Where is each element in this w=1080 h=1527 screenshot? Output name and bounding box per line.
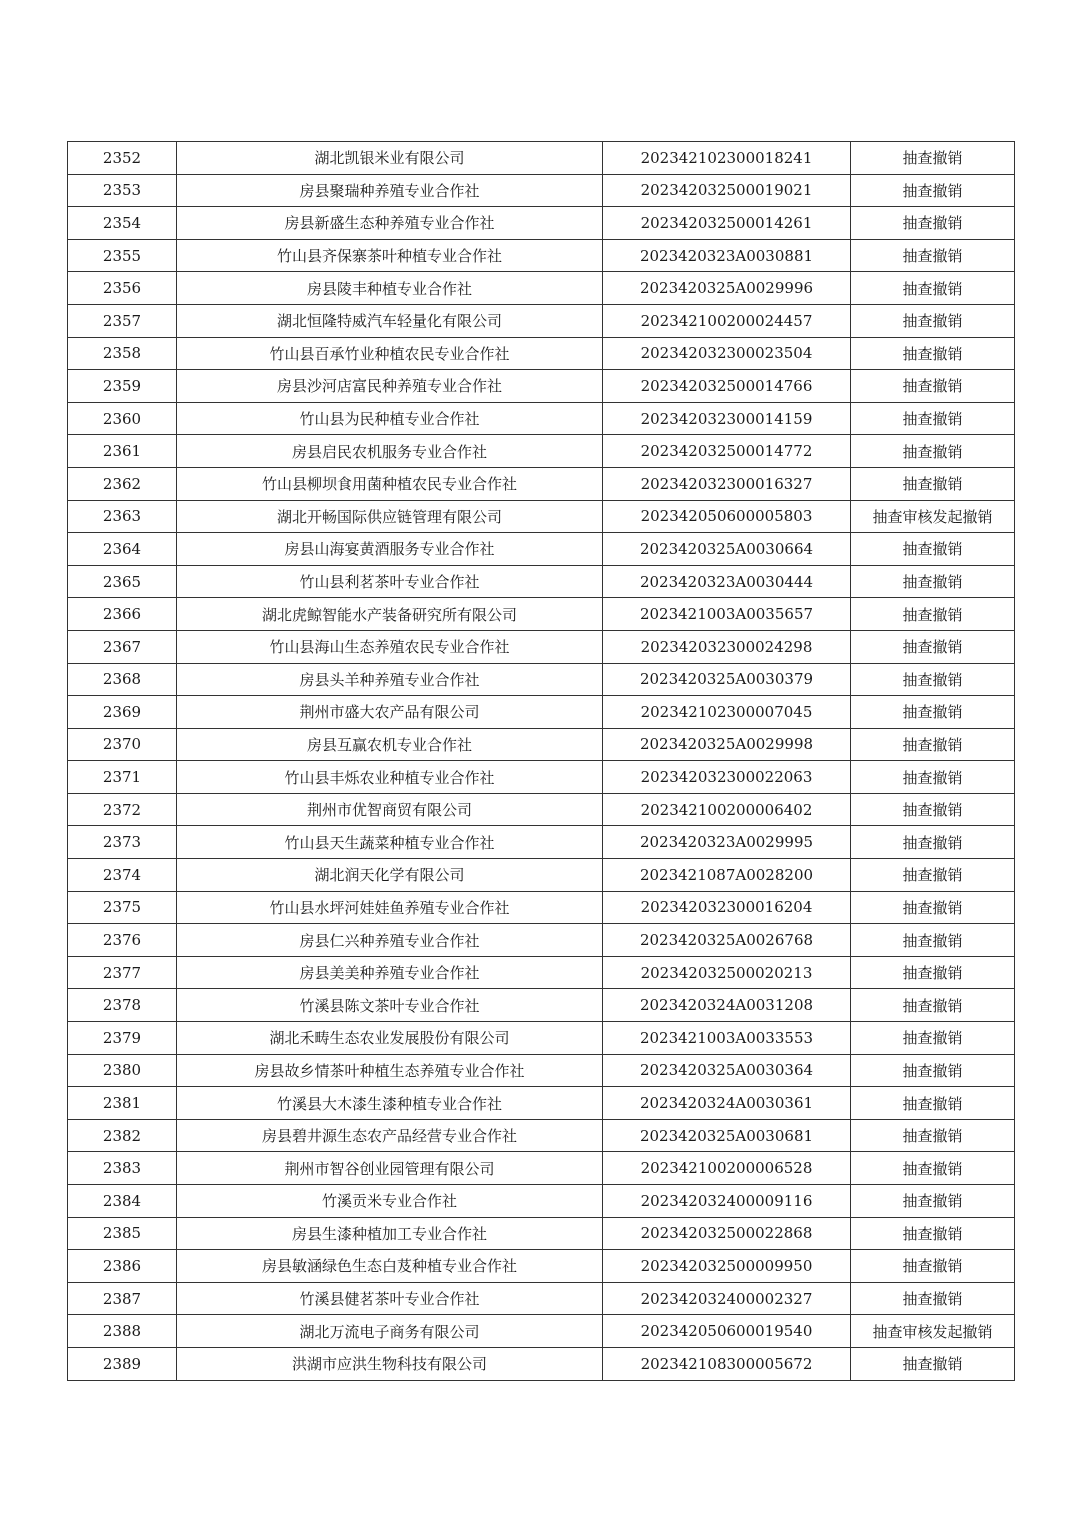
row-number: 2362 xyxy=(68,467,177,500)
company-name: 房县故乡情茶叶种植生态养殖专业合作社 xyxy=(177,1054,603,1087)
company-name: 竹山县为民种植专业合作社 xyxy=(177,402,603,435)
status-text: 抽查撤销 xyxy=(851,989,1015,1022)
table-row xyxy=(68,924,1015,957)
row-number: 2363 xyxy=(68,500,177,533)
registration-code: 2023421003A0033553 xyxy=(603,1022,851,1055)
table-row xyxy=(68,1185,1015,1218)
registration-code: 202342100200024457 xyxy=(603,304,851,337)
table-row xyxy=(68,370,1015,403)
status-text: 抽查撤销 xyxy=(851,370,1015,403)
registration-code: 202342032300023504 xyxy=(603,337,851,370)
company-name: 房县生漆种植加工专业合作社 xyxy=(177,1217,603,1250)
table-row xyxy=(68,598,1015,631)
company-name: 房县敏涵绿色生态白芨种植专业合作社 xyxy=(177,1250,603,1283)
registration-code: 202342032500009950 xyxy=(603,1250,851,1283)
registration-code: 202342032300024298 xyxy=(603,630,851,663)
row-number: 2375 xyxy=(68,891,177,924)
table-row xyxy=(68,435,1015,468)
row-number: 2386 xyxy=(68,1250,177,1283)
registration-code: 202342102300018241 xyxy=(603,142,851,175)
status-text: 抽查撤销 xyxy=(851,891,1015,924)
row-number: 2373 xyxy=(68,826,177,859)
status-text: 抽查撤销 xyxy=(851,826,1015,859)
status-text: 抽查撤销 xyxy=(851,402,1015,435)
registration-code: 2023420325A0030664 xyxy=(603,533,851,566)
status-text: 抽查撤销 xyxy=(851,598,1015,631)
status-text: 抽查撤销 xyxy=(851,696,1015,729)
company-name: 湖北万流电子商务有限公司 xyxy=(177,1315,603,1348)
row-number: 2377 xyxy=(68,956,177,989)
row-number: 2376 xyxy=(68,924,177,957)
registration-code: 202342100200006402 xyxy=(603,793,851,826)
registration-code: 202342032500014261 xyxy=(603,207,851,240)
registration-code: 202342032400009116 xyxy=(603,1185,851,1218)
company-name: 竹溪县大木漆生漆种植专业合作社 xyxy=(177,1087,603,1120)
table-row xyxy=(68,1022,1015,1055)
company-name: 房县沙河店富民种养殖专业合作社 xyxy=(177,370,603,403)
table-row xyxy=(68,1119,1015,1152)
company-name: 荆州市优智商贸有限公司 xyxy=(177,793,603,826)
company-name: 湖北润天化学有限公司 xyxy=(177,859,603,892)
registration-code: 2023420325A0030379 xyxy=(603,663,851,696)
status-text: 抽查撤销 xyxy=(851,565,1015,598)
row-number: 2356 xyxy=(68,272,177,305)
registration-code: 202342032500019021 xyxy=(603,174,851,207)
table-row xyxy=(68,142,1015,175)
status-text: 抽查撤销 xyxy=(851,174,1015,207)
company-name: 竹山县利茗茶叶专业合作社 xyxy=(177,565,603,598)
row-number: 2380 xyxy=(68,1054,177,1087)
registration-code: 202342032500014766 xyxy=(603,370,851,403)
company-name: 竹山县百承竹业种植农民专业合作社 xyxy=(177,337,603,370)
row-number: 2365 xyxy=(68,565,177,598)
status-text: 抽查撤销 xyxy=(851,1347,1015,1380)
status-text: 抽查撤销 xyxy=(851,793,1015,826)
company-name: 竹山县柳坝食用菌种植农民专业合作社 xyxy=(177,467,603,500)
row-number: 2381 xyxy=(68,1087,177,1120)
row-number: 2383 xyxy=(68,1152,177,1185)
row-number: 2368 xyxy=(68,663,177,696)
registration-code: 2023420325A0029996 xyxy=(603,272,851,305)
registration-code: 2023420325A0029998 xyxy=(603,728,851,761)
row-number: 2372 xyxy=(68,793,177,826)
company-name: 湖北开畅国际供应链管理有限公司 xyxy=(177,500,603,533)
row-number: 2382 xyxy=(68,1119,177,1152)
status-text: 抽查撤销 xyxy=(851,1250,1015,1283)
status-text: 抽查撤销 xyxy=(851,207,1015,240)
registration-code: 2023421087A0028200 xyxy=(603,859,851,892)
company-name: 房县互赢农机专业合作社 xyxy=(177,728,603,761)
company-name: 竹溪贡米专业合作社 xyxy=(177,1185,603,1218)
status-text: 抽查撤销 xyxy=(851,924,1015,957)
table-row xyxy=(68,793,1015,826)
company-name: 房县碧井源生态农产品经营专业合作社 xyxy=(177,1119,603,1152)
registration-code: 2023420323A0030881 xyxy=(603,239,851,272)
registration-code: 202342050600019540 xyxy=(603,1315,851,1348)
registration-code: 202342108300005672 xyxy=(603,1347,851,1380)
company-name: 房县聚瑞种养殖专业合作社 xyxy=(177,174,603,207)
status-text: 抽查撤销 xyxy=(851,1152,1015,1185)
row-number: 2364 xyxy=(68,533,177,566)
row-number: 2366 xyxy=(68,598,177,631)
status-text: 抽查撤销 xyxy=(851,728,1015,761)
company-name: 湖北禾畴生态农业发展股份有限公司 xyxy=(177,1022,603,1055)
status-text: 抽查撤销 xyxy=(851,1185,1015,1218)
registration-code: 202342032300016327 xyxy=(603,467,851,500)
status-text: 抽查撤销 xyxy=(851,1119,1015,1152)
company-name: 湖北虎鲸智能水产装备研究所有限公司 xyxy=(177,598,603,631)
status-text: 抽查撤销 xyxy=(851,630,1015,663)
registration-code: 202342032400002327 xyxy=(603,1282,851,1315)
company-name: 竹山县丰烁农业种植专业合作社 xyxy=(177,761,603,794)
table-row xyxy=(68,500,1015,533)
row-number: 2370 xyxy=(68,728,177,761)
status-text: 抽查撤销 xyxy=(851,239,1015,272)
registration-code: 202342032300016204 xyxy=(603,891,851,924)
registration-code: 2023420325A0026768 xyxy=(603,924,851,957)
table-row xyxy=(68,696,1015,729)
registration-code: 2023420323A0030444 xyxy=(603,565,851,598)
table-row xyxy=(68,207,1015,240)
status-text: 抽查撤销 xyxy=(851,1022,1015,1055)
status-text: 抽查撤销 xyxy=(851,761,1015,794)
company-name: 湖北恒隆特威汽车轻量化有限公司 xyxy=(177,304,603,337)
registration-code: 2023420323A0029995 xyxy=(603,826,851,859)
status-text: 抽查撤销 xyxy=(851,1087,1015,1120)
company-name: 房县头羊种养殖专业合作社 xyxy=(177,663,603,696)
row-number: 2389 xyxy=(68,1347,177,1380)
status-text: 抽查撤销 xyxy=(851,1217,1015,1250)
row-number: 2378 xyxy=(68,989,177,1022)
company-name: 房县陵丰种植专业合作社 xyxy=(177,272,603,305)
table-row xyxy=(68,728,1015,761)
registration-code: 202342100200006528 xyxy=(603,1152,851,1185)
registration-code: 2023420325A0030681 xyxy=(603,1119,851,1152)
registration-code: 202342050600005803 xyxy=(603,500,851,533)
status-text: 抽查撤销 xyxy=(851,533,1015,566)
table-row xyxy=(68,272,1015,305)
row-number: 2384 xyxy=(68,1185,177,1218)
company-name: 竹山县水坪河娃娃鱼养殖专业合作社 xyxy=(177,891,603,924)
company-name: 湖北凯银米业有限公司 xyxy=(177,142,603,175)
revocation-table xyxy=(67,141,1015,1381)
status-text: 抽查撤销 xyxy=(851,337,1015,370)
table-row xyxy=(68,337,1015,370)
company-name: 房县新盛生态种养殖专业合作社 xyxy=(177,207,603,240)
status-text: 抽查撤销 xyxy=(851,1054,1015,1087)
row-number: 2361 xyxy=(68,435,177,468)
registration-code: 202342102300007045 xyxy=(603,696,851,729)
status-text: 抽查撤销 xyxy=(851,663,1015,696)
table-row xyxy=(68,239,1015,272)
row-number: 2387 xyxy=(68,1282,177,1315)
registration-code: 202342032300022063 xyxy=(603,761,851,794)
table-row xyxy=(68,467,1015,500)
row-number: 2367 xyxy=(68,630,177,663)
registration-code: 202342032300014159 xyxy=(603,402,851,435)
row-number: 2359 xyxy=(68,370,177,403)
company-name: 房县仁兴种养殖专业合作社 xyxy=(177,924,603,957)
status-text: 抽查撤销 xyxy=(851,859,1015,892)
company-name: 洪湖市应洪生物科技有限公司 xyxy=(177,1347,603,1380)
row-number: 2357 xyxy=(68,304,177,337)
table-row xyxy=(68,761,1015,794)
table-row xyxy=(68,859,1015,892)
company-name: 竹山县齐保寨茶叶种植专业合作社 xyxy=(177,239,603,272)
registration-code: 2023420325A0030364 xyxy=(603,1054,851,1087)
table-row xyxy=(68,891,1015,924)
row-number: 2355 xyxy=(68,239,177,272)
table-row xyxy=(68,1152,1015,1185)
registration-code: 202342032500014772 xyxy=(603,435,851,468)
row-number: 2352 xyxy=(68,142,177,175)
registration-code: 202342032500020213 xyxy=(603,956,851,989)
status-text: 抽查撤销 xyxy=(851,142,1015,175)
row-number: 2358 xyxy=(68,337,177,370)
company-name: 房县启民农机服务专业合作社 xyxy=(177,435,603,468)
table-row xyxy=(68,1250,1015,1283)
row-number: 2354 xyxy=(68,207,177,240)
status-text: 抽查撤销 xyxy=(851,435,1015,468)
table-row xyxy=(68,1087,1015,1120)
table-row xyxy=(68,989,1015,1022)
status-text: 抽查审核发起撤销 xyxy=(851,1315,1015,1348)
row-number: 2369 xyxy=(68,696,177,729)
table-row xyxy=(68,304,1015,337)
table-row xyxy=(68,565,1015,598)
row-number: 2388 xyxy=(68,1315,177,1348)
status-text: 抽查审核发起撤销 xyxy=(851,500,1015,533)
company-name: 竹山县海山生态养殖农民专业合作社 xyxy=(177,630,603,663)
registration-code: 202342032500022868 xyxy=(603,1217,851,1250)
status-text: 抽查撤销 xyxy=(851,272,1015,305)
company-name: 房县山海宴黄酒服务专业合作社 xyxy=(177,533,603,566)
status-text: 抽查撤销 xyxy=(851,1282,1015,1315)
table-row xyxy=(68,826,1015,859)
status-text: 抽查撤销 xyxy=(851,956,1015,989)
row-number: 2371 xyxy=(68,761,177,794)
registration-code: 2023420324A0030361 xyxy=(603,1087,851,1120)
row-number: 2353 xyxy=(68,174,177,207)
row-number: 2385 xyxy=(68,1217,177,1250)
table-row xyxy=(68,533,1015,566)
table-row xyxy=(68,1054,1015,1087)
table-row xyxy=(68,956,1015,989)
table-row xyxy=(68,174,1015,207)
table-row xyxy=(68,1282,1015,1315)
table-row xyxy=(68,402,1015,435)
row-number: 2374 xyxy=(68,859,177,892)
company-name: 竹溪县陈文茶叶专业合作社 xyxy=(177,989,603,1022)
table-row xyxy=(68,1347,1015,1380)
table-row xyxy=(68,630,1015,663)
table-row xyxy=(68,663,1015,696)
status-text: 抽查撤销 xyxy=(851,467,1015,500)
company-name: 房县美美种养殖专业合作社 xyxy=(177,956,603,989)
company-name: 荆州市盛大农产品有限公司 xyxy=(177,696,603,729)
company-name: 荆州市智谷创业园管理有限公司 xyxy=(177,1152,603,1185)
registration-code: 2023420324A0031208 xyxy=(603,989,851,1022)
company-name: 竹溪县健茗茶叶专业合作社 xyxy=(177,1282,603,1315)
table-row xyxy=(68,1315,1015,1348)
registration-code: 2023421003A0035657 xyxy=(603,598,851,631)
table-body xyxy=(68,142,1015,1381)
table-row xyxy=(68,1217,1015,1250)
status-text: 抽查撤销 xyxy=(851,304,1015,337)
row-number: 2379 xyxy=(68,1022,177,1055)
company-name: 竹山县天生蔬菜种植专业合作社 xyxy=(177,826,603,859)
row-number: 2360 xyxy=(68,402,177,435)
